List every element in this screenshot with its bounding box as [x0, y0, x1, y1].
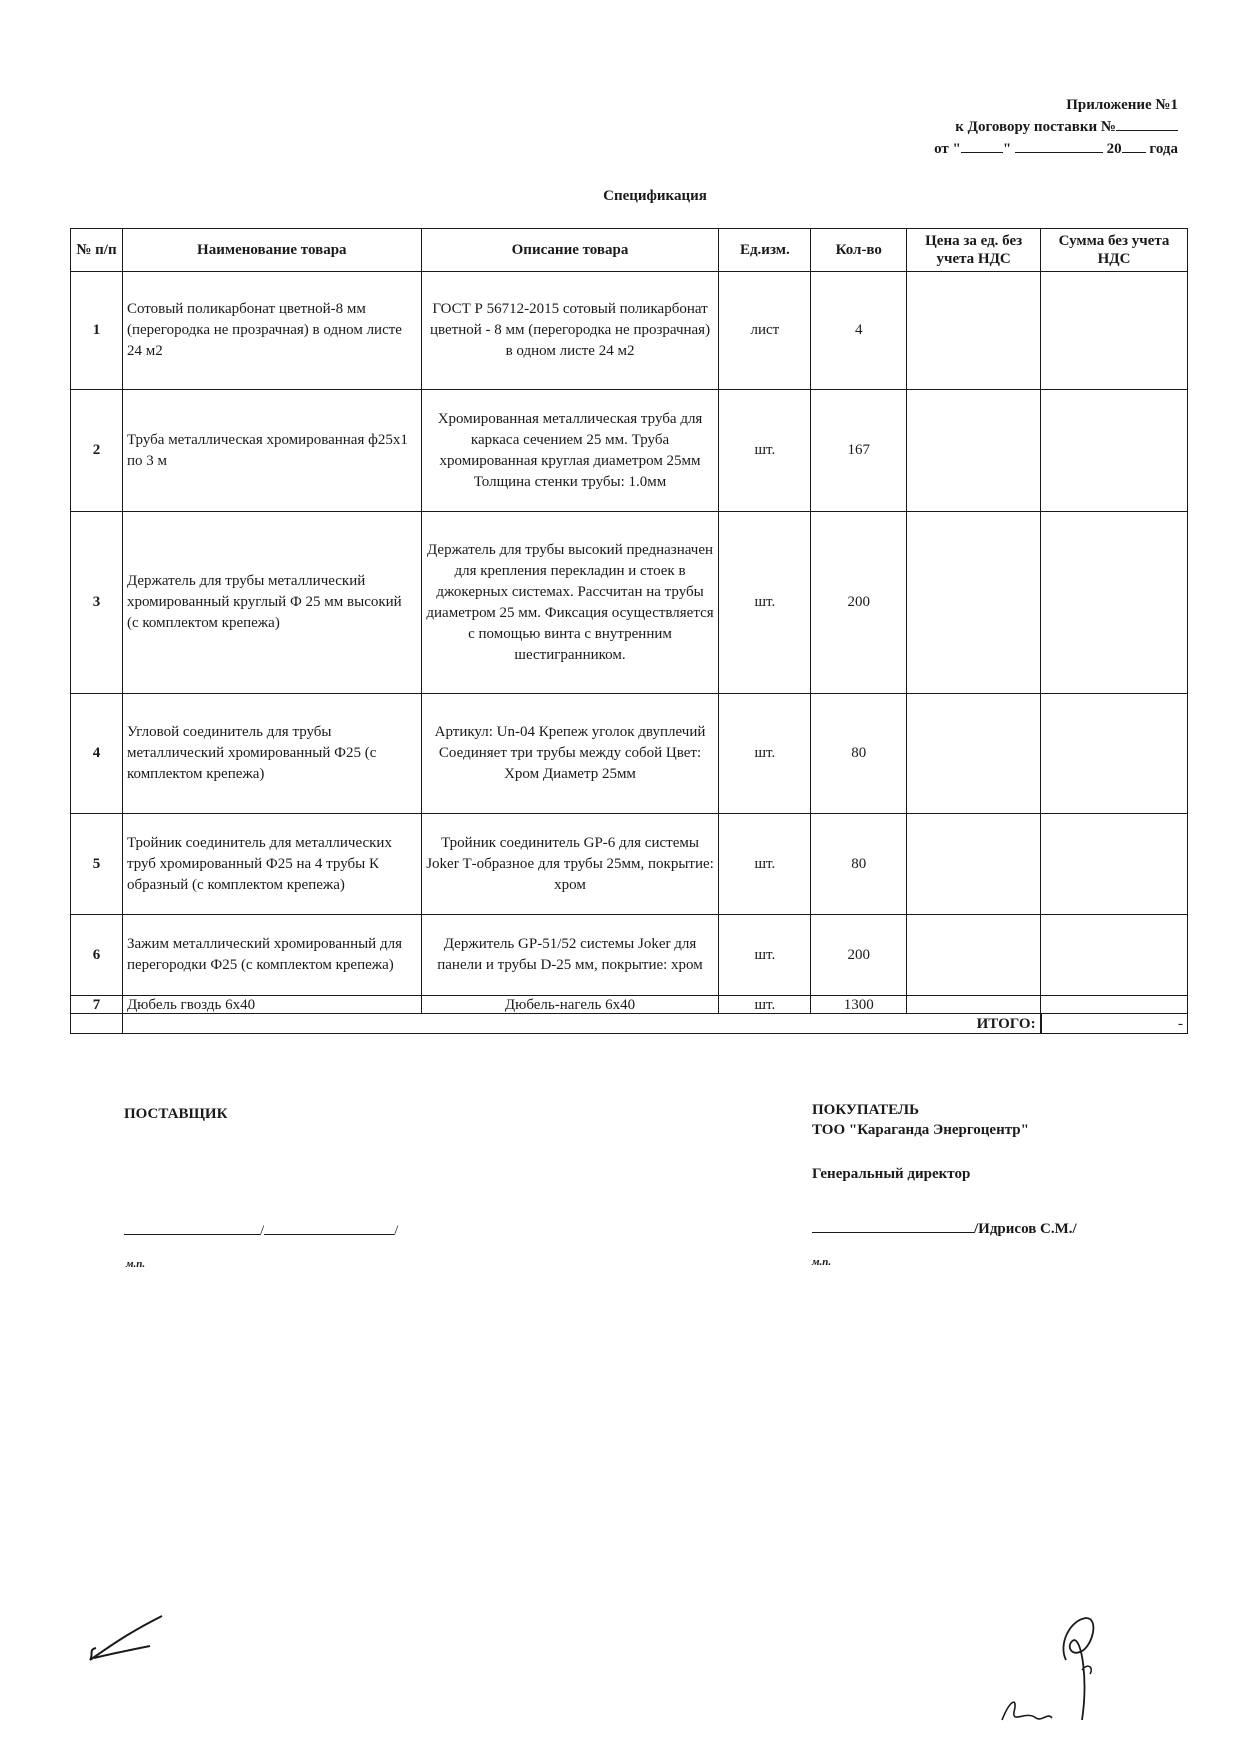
buyer-company: ТОО "Караганда Энергоцентр" [812, 1122, 1029, 1138]
row-num: 4 [71, 694, 123, 814]
supplier-signature-line: / / [124, 1218, 398, 1240]
row-unit: шт. [719, 390, 811, 512]
row-num: 2 [71, 390, 123, 512]
row-description: Хромированная металлическая труба для каркаса сечением 25 мм. Труба хромированная круглая диаметром 25мм Толщина стенки трубы: 1.0мм [421, 390, 719, 512]
supplier-signature-blank [124, 1218, 260, 1235]
date-year-blank [1122, 138, 1146, 153]
row-unit: шт. [719, 512, 811, 694]
buyer-block [812, 1100, 1029, 1140]
document-title: Спецификация [603, 188, 707, 204]
table-row [71, 694, 1188, 814]
table-row [71, 272, 1188, 390]
appendix-title: Приложение №1 [1066, 97, 1178, 113]
table-row [71, 512, 1188, 694]
row-price [907, 996, 1041, 1014]
date-day-blank [961, 138, 1003, 153]
appendix-header [934, 94, 1178, 160]
row-num: 7 [71, 996, 123, 1014]
row-unit: шт. [719, 996, 811, 1014]
buyer-signature-line [812, 1216, 1077, 1238]
row-sum [1041, 996, 1188, 1014]
total-row [71, 1014, 1188, 1034]
row-price [907, 272, 1041, 390]
row-quantity: 200 [811, 512, 907, 694]
row-sum [1041, 512, 1188, 694]
contract-number-line: к Договору поставки № [934, 116, 1178, 138]
row-price [907, 390, 1041, 512]
supplier-name-blank [264, 1218, 394, 1235]
table-row [71, 390, 1188, 512]
table-header-row [71, 229, 1188, 272]
supplier-stamp-place: м.п. [126, 1258, 146, 1270]
col-header-unit: Ед.изм. [719, 229, 811, 272]
row-quantity: 80 [811, 694, 907, 814]
right-signature-image [996, 1600, 1126, 1730]
row-quantity: 200 [811, 915, 907, 996]
col-header-name: Наименование товара [122, 229, 421, 272]
date-month-blank [1015, 138, 1103, 153]
buyer-label: ПОКУПАТЕЛЬ [812, 1102, 920, 1118]
row-name: Угловой соединитель для трубы металлический хромированный Ф25 (с комплектом крепежа) [122, 694, 421, 814]
row-description: Артикул: Un-04 Крепеж уголок двуплечий Соединяет три трубы между собой Цвет: Хром Диаметр 25мм [421, 694, 719, 814]
row-sum [1041, 272, 1188, 390]
table-row [71, 915, 1188, 996]
left-signature-image [80, 1610, 170, 1670]
row-description: ГОСТ Р 56712-2015 сотовый поликарбонат цветной - 8 мм (перегородка не прозрачная) в одном листе 24 м2 [421, 272, 719, 390]
row-num: 5 [71, 814, 123, 915]
contract-date-line: от " " 20 года [934, 138, 1178, 160]
total-value: - [1041, 1014, 1188, 1034]
row-unit: шт. [719, 915, 811, 996]
contract-number-blank [1116, 116, 1178, 131]
total-row-spacer [71, 1014, 123, 1034]
row-price [907, 512, 1041, 694]
row-quantity: 80 [811, 814, 907, 915]
row-description: Тройник соединитель GP-6 для системы Joker Т-образное для трубы 25мм, покрытие: хром [421, 814, 719, 915]
table-row [71, 996, 1188, 1014]
col-header-quantity: Кол-во [811, 229, 907, 272]
row-price [907, 814, 1041, 915]
row-unit: шт. [719, 694, 811, 814]
row-sum [1041, 814, 1188, 915]
row-price [907, 694, 1041, 814]
row-sum [1041, 390, 1188, 512]
table-row [71, 814, 1188, 915]
row-price [907, 915, 1041, 996]
row-description: Дюбель-нагель 6х40 [421, 996, 719, 1014]
row-num: 6 [71, 915, 123, 996]
row-sum [1041, 915, 1188, 996]
row-unit: шт. [719, 814, 811, 915]
row-quantity: 167 [811, 390, 907, 512]
row-name: Сотовый поликарбонат цветной-8 мм (перегородка не прозрачная) в одном листе 24 м2 [122, 272, 421, 390]
row-name: Дюбель гвоздь 6х40 [122, 996, 421, 1014]
row-description: Держитель GP-51/52 системы Joker для панели и трубы D-25 мм, покрытие: хром [421, 915, 719, 996]
row-unit: лист [719, 272, 811, 390]
total-label: ИТОГО: [122, 1014, 1040, 1034]
row-quantity: 1300 [811, 996, 907, 1014]
row-name: Тройник соединитель для металлических труб хромированный Ф25 на 4 трубы К образный (с комплектом крепежа) [122, 814, 421, 915]
row-name: Держатель для трубы металлический хромированный круглый Ф 25 мм высокий (с комплектом крепежа) [122, 512, 421, 694]
supplier-label: ПОСТАВЩИК [124, 1106, 228, 1122]
row-sum [1041, 694, 1188, 814]
row-num: 1 [71, 272, 123, 390]
buyer-position: Генеральный директор [812, 1166, 971, 1182]
col-header-price: Цена за ед. без учета НДС [907, 229, 1041, 272]
col-header-num: № п/п [71, 229, 123, 272]
col-header-description: Описание товара [421, 229, 719, 272]
col-header-sum: Сумма без учета НДС [1041, 229, 1188, 272]
row-description: Держатель для трубы высокий предназначен для крепления перекладин и стоек в джокерных системах. Рассчитан на трубы диаметром 25 мм. Фиксация осуществляется с помощью винта с внутренним шестигранником. [421, 512, 719, 694]
supplier-block [124, 1104, 227, 1124]
specification-table [70, 228, 1188, 1034]
row-name: Зажим металлический хромированный для перегородки Ф25 (с комплектом крепежа) [122, 915, 421, 996]
row-name: Труба металлическая хромированная ф25х1 по 3 м [122, 390, 421, 512]
row-quantity: 4 [811, 272, 907, 390]
row-num: 3 [71, 512, 123, 694]
buyer-signature-blank [812, 1216, 974, 1233]
buyer-stamp-place: м.п. [812, 1256, 832, 1268]
buyer-signatory: /Идрисов С.М./ [974, 1221, 1077, 1237]
